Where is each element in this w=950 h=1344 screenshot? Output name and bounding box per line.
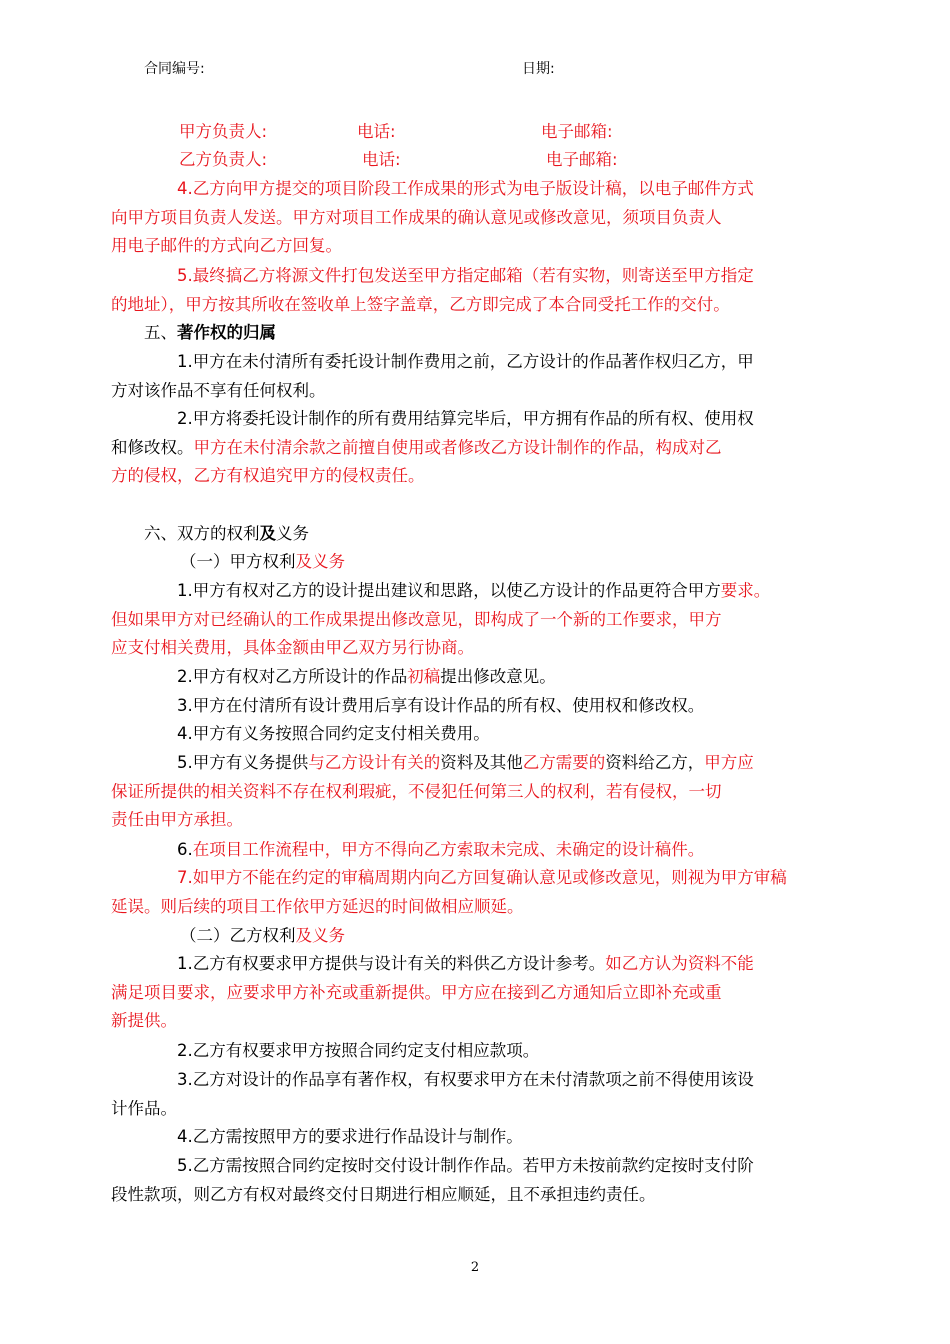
- party-a-item-2: 2.甲方有权对乙方所设计的作品初稿提出修改意见。: [177, 667, 556, 686]
- party-a-item-5: 5.甲方有义务提供与乙方设计有关的资料及其他乙方需要的资料给乙方，甲方应 保证所提供的相关资料不存在权利瑕疵，不侵犯任何第三人的权利，若有侵权，一切 责任由甲方承担。: [111, 753, 754, 830]
- section-6-heading: 六、双方的权利及义务: [144, 524, 309, 543]
- party-a-item-6: 6.在项目工作流程中，甲方不得向乙方索取未完成、未确定的设计稿件。: [177, 840, 705, 859]
- party-a-item-4: 4.甲方有义务按照合同约定支付相关费用。: [177, 724, 490, 743]
- contract-number-label: 合同编号:: [144, 61, 205, 77]
- copyright-item-1: 1.甲方在未付清所有委托设计制作费用之前，乙方设计的作品著作权归乙方，甲 方对该作品不享有任何权利。: [111, 352, 754, 400]
- party-a-subheading: （一）甲方权利及义务: [180, 552, 345, 571]
- party-a-email-label: 电子邮箱:: [541, 122, 613, 141]
- party-b-lead-label: 乙方负责人:: [179, 150, 268, 169]
- party-a-lead-label: 甲方负责人:: [179, 122, 268, 141]
- party-b-subheading: （二）乙方权利及义务: [180, 926, 345, 945]
- section-5-heading: 五、著作权的归属: [144, 323, 276, 342]
- party-b-item-4: 4.乙方需按照甲方的要求进行作品设计与制作。: [177, 1127, 523, 1146]
- party-a-item-1: 1.甲方有权对乙方的设计提出建议和思路，以使乙方设计的作品更符合甲方要求。 但如果甲方对已经确认的工作成果提出修改意见，即构成了一个新的工作要求，甲方 应支付相关费用，具体金额由甲乙双方另行协商。: [111, 581, 771, 658]
- copyright-item-2: 2.甲方将委托设计制作的所有费用结算完毕后，甲方拥有作品的所有权、使用权 和修改权。甲方在未付清余款之前擅自使用或者修改乙方设计制作的作品，构成对乙 方的侵权，乙方有权追究甲方的侵权责任。: [111, 409, 754, 486]
- page-number: 2: [470, 1260, 480, 1275]
- date-label: 日期:: [522, 61, 555, 77]
- party-b-item-5: 5.乙方需按照合同约定按时交付设计制作作品。若甲方未按前款约定按时支付阶 段性款项，则乙方有权对最终交付日期进行相应顺延，且不承担违约责任。: [111, 1156, 754, 1204]
- party-b-phone-label: 电话:: [362, 150, 401, 169]
- party-b-item-1: 1.乙方有权要求甲方提供与设计有关的料供乙方设计参考。如乙方认为资料不能 满足项目要求，应要求甲方补充或重新提供。甲方应在接到乙方通知后立即补充或重 新提供。: [111, 954, 754, 1031]
- party-b-email-label: 电子邮箱:: [546, 150, 618, 169]
- delivery-item-5: 5.最终搞乙方将源文件打包发送至甲方指定邮箱（若有实物，则寄送至甲方指定 的地址），甲方按其所收在签收单上签字盖章，乙方即完成了本合同受托工作的交付。: [111, 266, 754, 314]
- party-a-phone-label: 电话:: [357, 122, 396, 141]
- party-a-item-7: 7.如甲方不能在约定的审稿周期内向乙方回复确认意见或修改意见，则视为甲方审稿 延误。则后续的项目工作依甲方延迟的时间做相应顺延。: [111, 868, 787, 916]
- delivery-item-4: 4.乙方向甲方提交的项目阶段工作成果的形式为电子版设计稿，以电子邮件方式 向甲方项目负责人发送。甲方对项目工作成果的确认意见或修改意见，须项目负责人 用电子邮件的方式向乙方回复。: [111, 179, 754, 256]
- party-b-item-2: 2.乙方有权要求甲方按照合同约定支付相应款项。: [177, 1041, 540, 1060]
- party-b-item-3: 3.乙方对设计的作品享有著作权，有权要求甲方在未付清款项之前不得使用该设 计作品。: [111, 1070, 754, 1118]
- party-a-item-3: 3.甲方在付清所有设计费用后享有设计作品的所有权、使用权和修改权。: [177, 696, 705, 715]
